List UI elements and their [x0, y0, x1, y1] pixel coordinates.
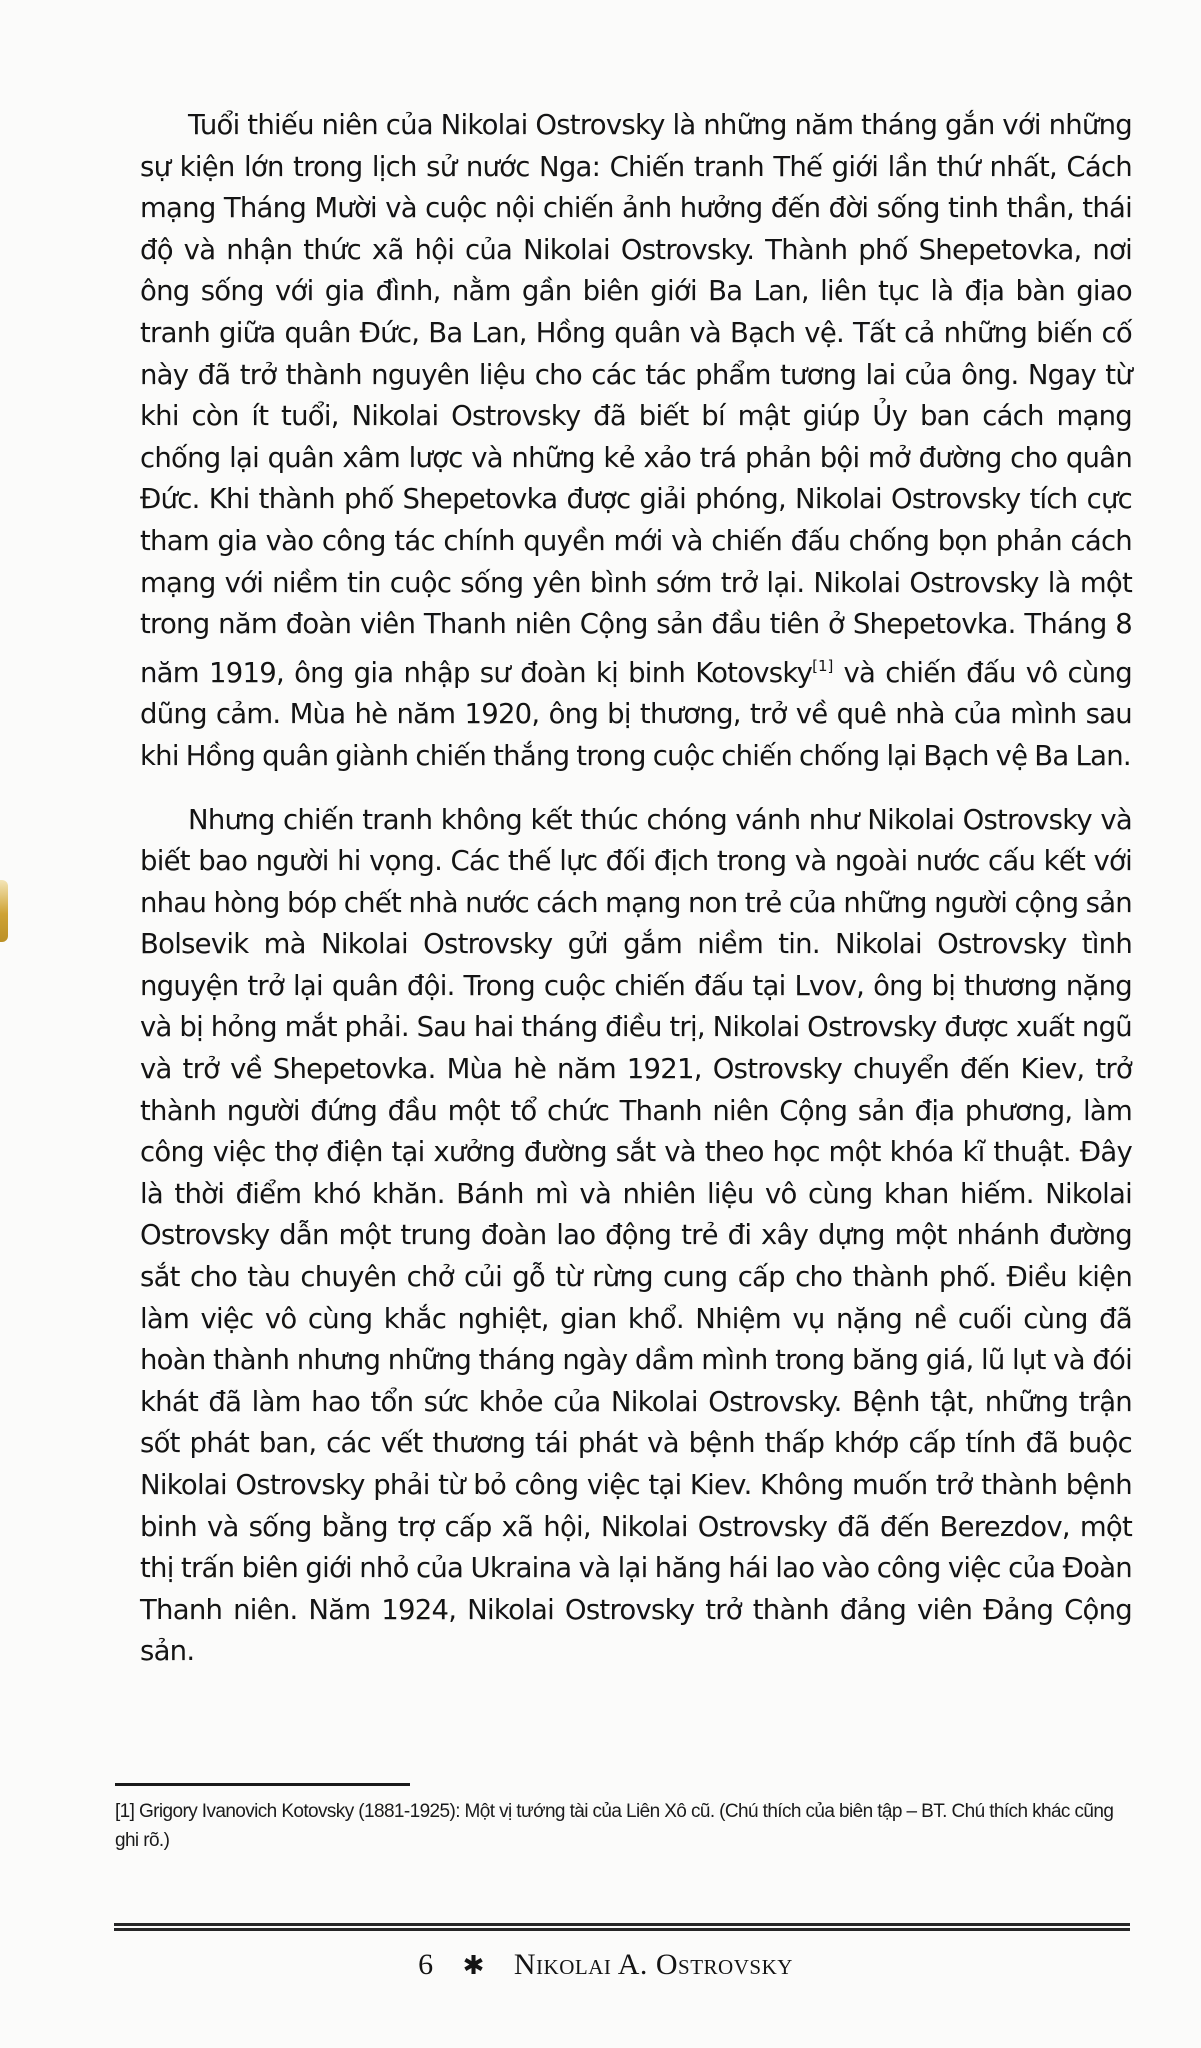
- page-number: 6: [418, 1948, 434, 1981]
- body-text: [140, 105, 1132, 1673]
- paragraph-1: [140, 105, 1132, 778]
- book-title: Nikolai A. Ostrovsky: [513, 1948, 793, 1981]
- footnote-reference[interactable]: [1]: [812, 656, 834, 675]
- paragraph-1-text: Tuổi thiếu niên của Nikolai Ostrovsky là những năm tháng gắn với những sự kiện lớn trong lịch sử nước Nga: Chiến tranh Thế giới lần thứ nhất, Cách mạng Tháng Mười và cuộc nội chiến ảnh hưởng đến đời sống tinh thần, thái độ và nhận thức xã hội của Nikolai Ostrovsky. Thành phố Shepetovka, nơi ông sống với gia đình, nằm gần biên giới Ba Lan, liên tục là địa bàn giao tranh giữa quân Đức, Ba Lan, Hồng quân và Bạch vệ. Tất cả những biến cố này đã trở thành nguyên liệu cho các tác phẩm tương lai của ông. Ngay từ khi còn ít tuổi, Nikolai Ostrovsky đã biết bí mật giúp Ủy ban cách mạng chống lại quân xâm lược và những kẻ xảo trá phản bội mở đường cho quân Đức. Khi thành phố Shepetovka được giải phóng, Nikolai Ostrovsky tích cực tham gia vào công tác chính quyền mới và chiến đấu chống bọn phản cách mạng với niềm tin cuộc sống yên bình sớm trở lại. Nikolai Ostrovsky là một trong năm đoàn viên Thanh niên Cộng sản đầu tiên ở Shepetovka. Tháng 8 năm 1919, ông gia nhập sư đoàn kị binh Kotovsky: [140, 109, 1132, 689]
- paragraph-2: Nhưng chiến tranh không kết thúc chóng vánh như Nikolai Ostrovsky và biết bao người hi vọng. Các thế lực đối địch trong và ngoài nước cấu kết với nhau hòng bóp chết nhà nước cách mạng non trẻ của những người cộng sản Bolsevik mà Nikolai Ostrovsky gửi gắm niềm tin. Nikolai Ostrovsky tình nguyện trở lại quân đội. Trong cuộc chiến đấu tại Lvov, ông bị thương nặng và bị hỏng mắt phải. Sau hai tháng điều trị, Nikolai Ostrovsky được xuất ngũ và trở về Shepetovka. Mùa hè năm 1921, Ostrovsky chuyển đến Kiev, trở thành người đứng đầu một tổ chức Thanh niên Cộng sản địa phương, làm công việc thợ điện tại xưởng đường sắt và theo học một khóa kĩ thuật. Đây là thời điểm khó khăn. Bánh mì và nhiên liệu vô cùng khan hiếm. Nikolai Ostrovsky dẫn một trung đoàn lao động trẻ đi xây dựng một nhánh đường sắt cho tàu chuyên chở củi gỗ từ rừng cung cấp cho thành phố. Điều kiện làm việc vô cùng khắc nghiệt, gian khổ. Nhiệm vụ nặng nề cuối cùng đã hoàn thành nhưng những tháng ngày dầm mình trong băng giá, lũ lụt và đói khát đã làm hao tổn sức khỏe của Nikolai Ostrovsky. Bệnh tật, những trận sốt phát ban, các vết thương tái phát và bệnh thấp khớp cấp tính đã buộc Nikolai Ostrovsky phải từ bỏ công việc tại Kiev. Không muốn trở thành bệnh binh và sống bằng trợ cấp xã hội, Nikolai Ostrovsky đã đến Berezdov, một thị trấn biên giới nhỏ của Ukraina và lại hăng hái lao vào công việc của Đoàn Thanh niên. Năm 1924, Nikolai Ostrovsky trở thành đảng viên Đảng Cộng sản.: [140, 803, 1132, 1668]
- footer-double-rule: [114, 1923, 1130, 1931]
- running-footer: [10, 1948, 1201, 1982]
- edge-stain-mark: [0, 880, 8, 942]
- footnote-divider: [115, 1783, 410, 1786]
- footnote: [1] Grigory Ivanovich Kotovsky (1881-1925): Một vị tướng tài của Liên Xô cũ. (Chú thích của biên tập – BT. Chú thích khác cũng ghi rõ.): [115, 1801, 1114, 1851]
- paragraph-1-text-continued: và chiến đấu vô cùng dũng cảm. Mùa hè năm 1920, ông bị thương, trở về quê nhà của mình sau khi Hồng quân giành chiến thắng trong cuộc chiến chống lại Bạch vệ Ba Lan.: [140, 656, 1132, 772]
- asterisk-separator-icon: ✱: [462, 1951, 485, 1980]
